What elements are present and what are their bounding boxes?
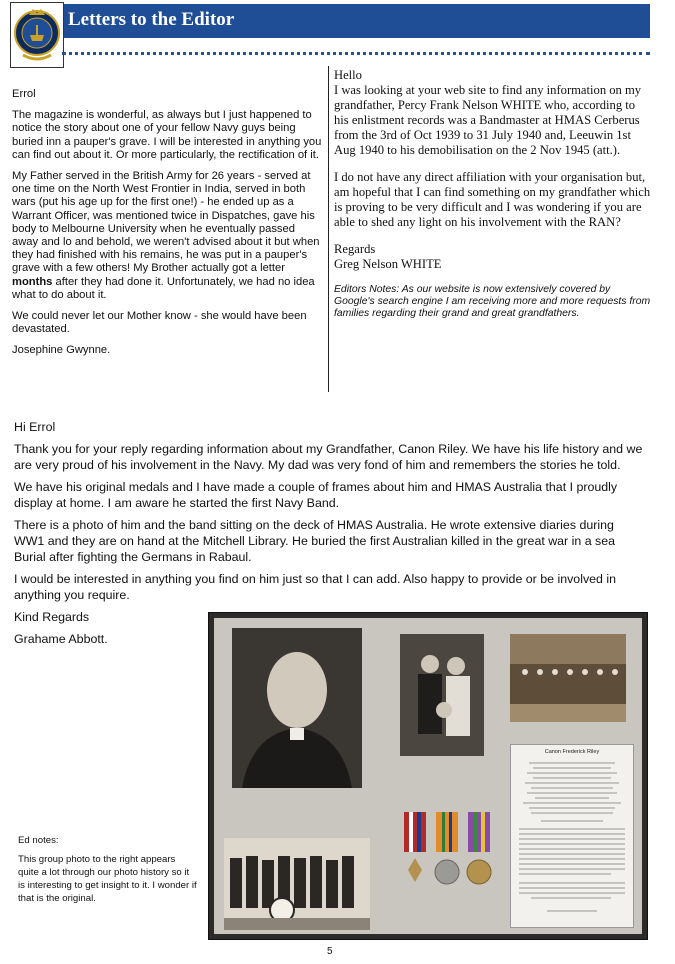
page-number: 5 [327,946,333,957]
page-title: Letters to the Editor [68,9,235,30]
letter-paragraph: Thank you for your reply regarding information about my Grandfather, Canon Riley. We have his life history and we are very proud of his involvement in the Navy. My dad was very fond of him and remembers the stories he told. [14,442,643,472]
editors-note: Editors Notes: As our website is now extensively covered by Google's search engine I am receiving more and more requests from families regarding their grand and great grandfathers. [334,284,651,319]
letter-greeting: Errol [12,88,36,100]
letter-paragraph: We could never let our Mother know - she would have been devastated. [12,310,307,336]
band-on-deck-photo [510,634,626,722]
letter-closing: Kind Regards [14,610,90,624]
letter-paragraph: We have his original medals and I have made a couple of frames about him and HMAS Australia that I proudly display at home. I am aware he started the first Navy Band. [14,480,618,510]
letter-greeting: Hi Errol [14,420,56,434]
portrait-photo [232,628,362,788]
header-dotted-rule [62,52,650,55]
letter-closing: Regards [334,242,376,256]
service-medals [394,808,504,918]
ed-notes-text: This group photo to the right appears quite a lot through our photo history so it is interesting to get insight to it. I wonder if that is the original. [18,854,197,904]
letter-greeting: Hello [334,68,362,82]
ed-notes [18,834,198,911]
letter-paragraph: I would be interested in anything you find on him just so that I can add. Also happy to provide or be involved in anything you require. [14,572,617,602]
letter-errol [12,88,324,366]
letter-paragraph: I was looking at your web site to find any information on my grandfather, Percy Frank Nelson WHITE who, according to his enlistment records was a Bandmaster at HMAS Cerberus from the 3rd of Oct 1939 to 31 July 1940 and, Leeuwin 1st Aug 1940 to his demobilisation on the 2 Nov 1945 (att.). [334,83,642,157]
column-divider [328,66,329,392]
association-logo [10,2,64,68]
family-photo [400,634,484,756]
letter-hello [334,68,652,320]
letter-signature: Josephine Gwynne. [12,344,111,357]
history-plaque [510,744,634,928]
memorial-frame-photo [208,612,648,940]
letter-paragraph: There is a photo of him and the band sitting on the deck of HMAS Australia. He wrote extensive diaries during WW1 and they are on hand at the Mitchell Library. He buried the first Australian killed in the great war in a sea Burial after fighting the Germans in Rabaul. [14,518,616,564]
letter-paragraph: The magazine is wonderful, as always but I just happened to notice the story about one of your fellow Navy guys being buried inn a pauper's grave. I will be interested in anything you can find out about it. Or more particularly, the rectification of it. [12,109,322,161]
plaque-title: Canon Frederick Riley [544,749,600,755]
letter-signature: Grahame Abbott. [14,632,108,646]
letter-paragraph: My Father served in the British Army for 26 years - served at one time on the North West Frontier in India, served in both wars (put his age up for the first one!) - he ended up as a Warrant Officer, was mentioned twice in Dispatches, gave his body to Melbourne University when he eventually passed away and lo and behold, we weren't advised about it but when they had finished with his remains, he was put in a pauper's grave with a few others! My Brother actually got a letter months after they had done it. Unfortunately, we had no idea what to do about it. [12,170,320,301]
letter-signature: Greg Nelson WHITE [334,257,442,271]
emphasis-months: months [12,275,53,288]
ed-notes-title: Ed notes: [18,835,59,846]
frame-mat [214,618,642,934]
letter-paragraph: I do not have any direct affiliation with your organisation but, am hopeful that I can find something on my grandfather which is proving to be very difficult and I was wondering if you are able to shed any light on his involvement with the RAN? [334,170,651,229]
band-group-photo [224,838,370,930]
